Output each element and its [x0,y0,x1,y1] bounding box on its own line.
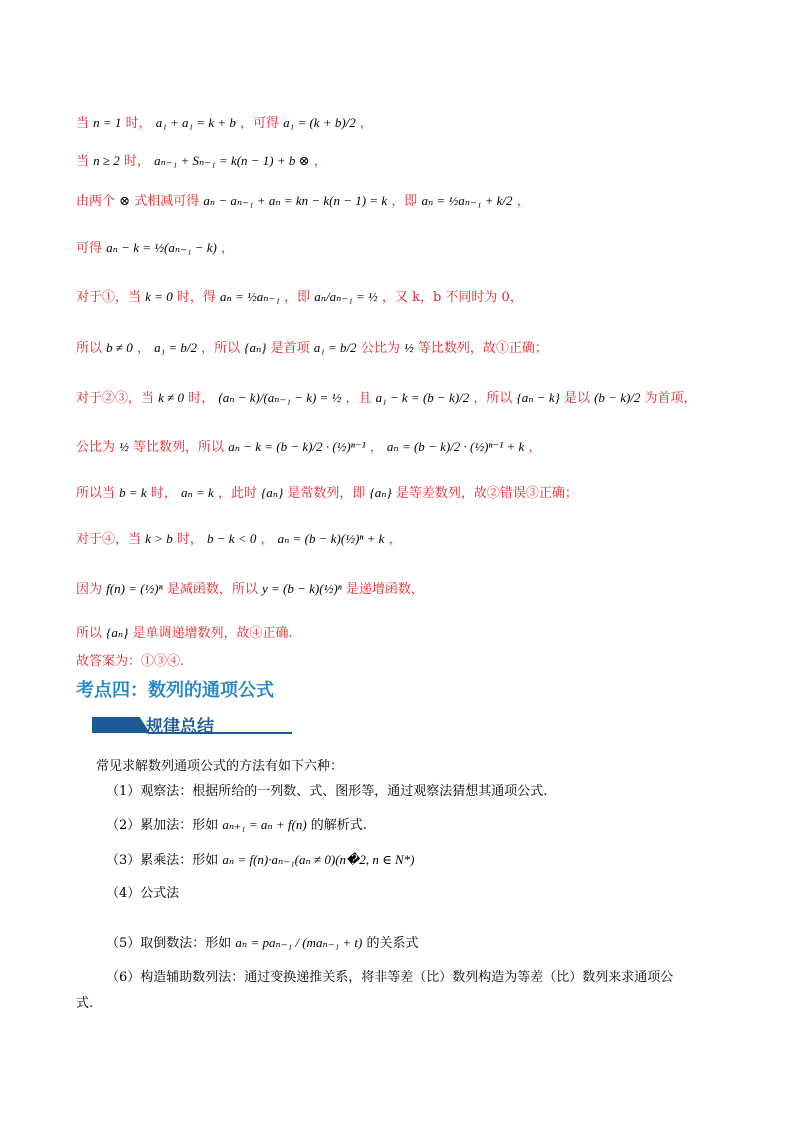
text: ， [260,532,274,547]
method-6: （6）构造辅助数列法：通过变换递推关系，将非等差（比）数列构造为等差（比）数列来求通项公 [106,970,674,985]
text: ，即 [391,194,418,209]
formula: aₙ = ½aₙ₋₁ + k/2 [421,193,513,208]
formula: {aₙ} [261,485,284,500]
formula: {aₙ} [244,340,267,355]
text: ， [313,154,327,169]
text: 等比数列，故①正确； [417,341,548,356]
text: 所以 [76,626,103,641]
text: 当 [76,154,90,169]
formula: aₙ = f(n)·aₙ₋₁(aₙ ≠ 0)(n�2, n ∈ N*) [222,852,415,867]
text: 是首项 [270,341,310,356]
text: ， [528,440,542,455]
text: 是常数列，即 [287,486,366,501]
formula: a₁ = (k + b)/2 [283,115,356,130]
formula: aₙ₋₁ + Sₙ₋₁ = k(n − 1) + b ⊗ [154,153,310,168]
text: ，所以 [201,341,241,356]
solution-line-10 [76,528,402,547]
formula: aₙ/aₙ₋₁ = ½ [314,289,378,304]
methods-intro: 常见求解数列通项公式的方法有如下六种： [96,759,344,774]
section-title: 考点四：数列的通项公式 [76,680,274,701]
banner-title: 规律总结 [146,717,214,737]
text: 是以 [563,391,590,406]
formula: aₙ = (b − k)(½)ⁿ + k [277,531,385,546]
text: ， [369,440,383,455]
text: （5）取倒数法：形如 [106,936,232,951]
text: 时， [125,116,152,131]
formula: y = (b − k)(½)ⁿ [262,581,342,596]
solution-line-8 [76,436,542,455]
method-3 [106,849,414,868]
text: 等比数列，所以 [133,440,225,455]
text: 是递增函数， [345,582,424,597]
formula: a₁ − k = (b − k)/2 [375,390,470,405]
text: 故答案为：①③④. [76,654,185,669]
formula: aₙ = k [181,485,214,500]
text: 是等差数列，故②错误③正确； [395,486,578,501]
formula: b = k [119,485,147,500]
formula: (aₙ − k)/(aₙ₋₁ − k) = ½ [218,390,342,405]
banner-bar [92,717,150,733]
text: 可得 [76,241,103,256]
formula: aₙ = ½aₙ₋₁ [220,289,280,304]
method-4: （4）公式法 [106,886,180,901]
formula: {aₙ} [106,625,129,640]
text: 对于①，当 [76,290,142,305]
text: 的解析式. [310,818,367,833]
formula: aₙ₊₁ = aₙ + f(n) [222,817,307,832]
formula: n = 1 [93,115,122,130]
text: 是减函数，所以 [166,582,258,597]
text: ， [359,116,373,131]
solution-line-7 [76,387,697,406]
text: 时，得 [176,290,216,305]
solution-answer [76,650,184,669]
formula: {aₙ − k} [516,390,560,405]
text: 时， [150,486,177,501]
solution-line-1 [76,112,373,131]
text: ，且 [345,391,372,406]
text: 对于②③，当 [76,391,155,406]
method-6-continued: 式. [76,996,94,1011]
text: 时， [188,391,215,406]
formula: aₙ = (b − k)/2 · (½)ⁿ⁻¹ + k [386,439,525,454]
formula: ⊗ [119,193,131,208]
summary-banner [92,713,292,737]
formula: b − k < 0 [207,531,257,546]
text: （2）累加法：形如 [106,818,219,833]
text: ， [388,532,402,547]
formula: a₁ = b/2 [154,340,197,355]
solution-line-12 [76,622,293,641]
text: 因为 [76,582,103,597]
text: 当 [76,116,90,131]
text: 公比为 [76,440,116,455]
text: 时， [176,532,203,547]
formula: f(n) = (½)ⁿ [106,581,163,596]
text: ，又 k，b 不同时为 0， [381,290,523,305]
text: 的关系式 [366,936,419,951]
formula: ½ [119,439,129,454]
text: （3）累乘法：形如 [106,853,219,868]
text: 为首项， [644,391,697,406]
formula: k > b [145,531,173,546]
text: 公比为 [360,341,400,356]
formula: aₙ − aₙ₋₁ + aₙ = kn − k(n − 1) = k [203,193,388,208]
formula: {aₙ} [369,485,392,500]
solution-line-5 [76,286,523,305]
text: ，所以 [473,391,513,406]
text: ，此时 [217,486,257,501]
formula: aₙ = paₙ₋₁ / (maₙ₋₁ + t) [235,935,363,950]
formula: ½ [403,340,414,355]
text: 时， [123,154,150,169]
solution-line-9 [76,482,578,501]
formula: b ≠ 0 [106,340,133,355]
formula: aₙ − k = (b − k)/2 · (½)ⁿ⁻¹ [228,439,366,454]
solution-line-4 [76,237,234,256]
solution-line-2 [76,150,327,169]
formula: a₁ = b/2 [313,340,357,355]
text: 是单调递增数列，故④正确. [132,626,293,641]
text: 式相减可得 [134,194,200,209]
text: 所以 [76,341,103,356]
formula: n ≥ 2 [93,153,120,168]
formula: aₙ − k = ½(aₙ₋₁ − k) [106,240,217,255]
formula: k = 0 [145,289,173,304]
text: 对于④，当 [76,532,142,547]
text: ， [220,241,234,256]
text: ，即 [284,290,311,305]
method-2 [106,814,367,833]
method-5 [106,932,418,951]
formula: a₁ + a₁ = k + b [155,115,236,130]
formula: k ≠ 0 [158,390,185,405]
solution-line-11 [76,578,424,597]
solution-line-3 [76,190,530,209]
solution-line-6 [76,337,548,356]
text: 由两个 [76,194,116,209]
method-1: （1）观察法：根据所给的一列数、式、图形等，通过观察法猜想其通项公式. [106,784,548,799]
text: ， [136,341,150,356]
formula: (b − k)/2 [594,390,641,405]
text: 所以当 [76,486,116,501]
text: ， [516,194,530,209]
text: ，可得 [240,116,280,131]
